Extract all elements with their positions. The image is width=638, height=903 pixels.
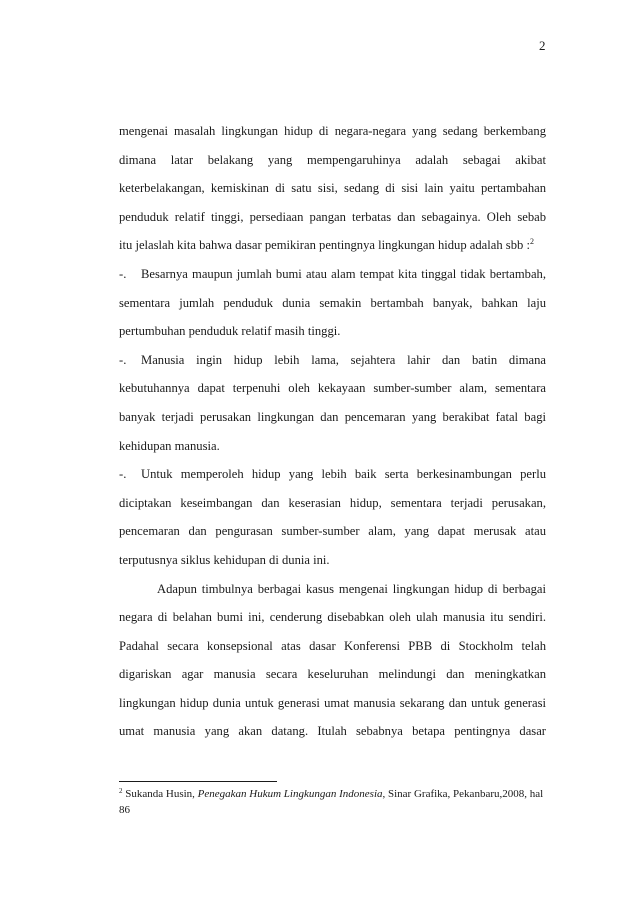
text-line (119, 231, 546, 260)
bullet-text: Untuk memperoleh hidup yang lebih baik serta berkesinambungan perlu (141, 467, 546, 482)
text-line: dimana latar belakang yang mempengaruhinya adalah sebagai akibat (119, 152, 546, 167)
text-line: diciptakan keseimbangan dan keserasian hidup, sementara terjadi perusakan, (119, 495, 546, 510)
bullet-line (119, 460, 546, 489)
footnote-author: Sukanda Husin, (125, 788, 198, 800)
footnote-divider (119, 781, 277, 782)
footnote (119, 786, 546, 818)
text-line: sementara jumlah penduduk dunia semakin bertambah banyak, bahkan laju (119, 295, 546, 310)
bullet-line (119, 346, 546, 375)
text-line: umat manusia yang akan datang. Itulah sebabnya betapa pentingnya dasar (119, 724, 546, 739)
text-line: pencemaran dan pengurasan sumber-sumber alam, yang dapat merusak atau (119, 524, 546, 539)
footnote-reference: 2 (529, 237, 534, 247)
footnote-mark: 2 (119, 787, 123, 795)
text-line: negara di belahan bumi ini, cenderung disebabkan oleh ulah manusia itu sendiri. (119, 610, 546, 625)
text-line: digariskan agar manusia secara keseluruhan melindungi dan meningkatkan (119, 667, 546, 682)
text-line: penduduk relatif tinggi, persediaan pangan terbatas dan sebagainya. Oleh sebab (119, 209, 546, 224)
text-line-content: itu jelaslah kita bahwa dasar pemikiran pentingnya lingkungan hidup adalah sbb : (119, 238, 530, 253)
bullet-marker: -. (119, 352, 127, 367)
footnote-line (119, 786, 546, 802)
footnote-page: 86 (119, 804, 130, 816)
paragraph-first-line: Adapun timbulnya berbagai kasus mengenai lingkungan hidup di berbagai (157, 581, 546, 596)
body-text (119, 117, 546, 746)
footnote-title: Penegakan Hukum Lingkungan Indonesia (197, 788, 383, 800)
bullet-text: Besarnya maupun jumlah bumi atau alam tempat kita tinggal tidak bertambah, (141, 266, 546, 281)
text-line: mengenai masalah lingkungan hidup di negara-negara yang sedang berkembang (119, 124, 546, 138)
bullet-line (119, 260, 546, 289)
text-line: kehidupan manusia. (119, 438, 220, 453)
bullet-marker: -. (119, 266, 127, 281)
text-line: Padahal secara konsepsional atas dasar Konferensi PBB di Stockholm telah (119, 638, 546, 653)
bullet-text: Manusia ingin hidup lebih lama, sejahtera lahir dan batin dimana (141, 352, 546, 367)
bullet-marker: -. (119, 467, 127, 482)
text-line: kebutuhannya dapat terpenuhi oleh kekayaan sumber-sumber alam, sementara (119, 381, 546, 396)
text-line: banyak terjadi perusakan lingkungan dan pencemaran yang berakibat fatal bagi (119, 409, 546, 424)
text-line: pertumbuhan penduduk relatif masih tinggi. (119, 324, 341, 339)
text-line: keterbelakangan, kemiskinan di satu sisi, sedang di sisi lain yaitu pertambahan (119, 181, 546, 196)
text-line: lingkungan hidup dunia untuk generasi umat manusia sekarang dan untuk generasi (119, 695, 546, 710)
page-number: 2 (539, 38, 546, 53)
text-line: terputusnya siklus kehidupan di dunia ini. (119, 552, 330, 567)
footnote-publisher: , Sinar Grafika, Pekanbaru,2008, hal (382, 788, 544, 800)
